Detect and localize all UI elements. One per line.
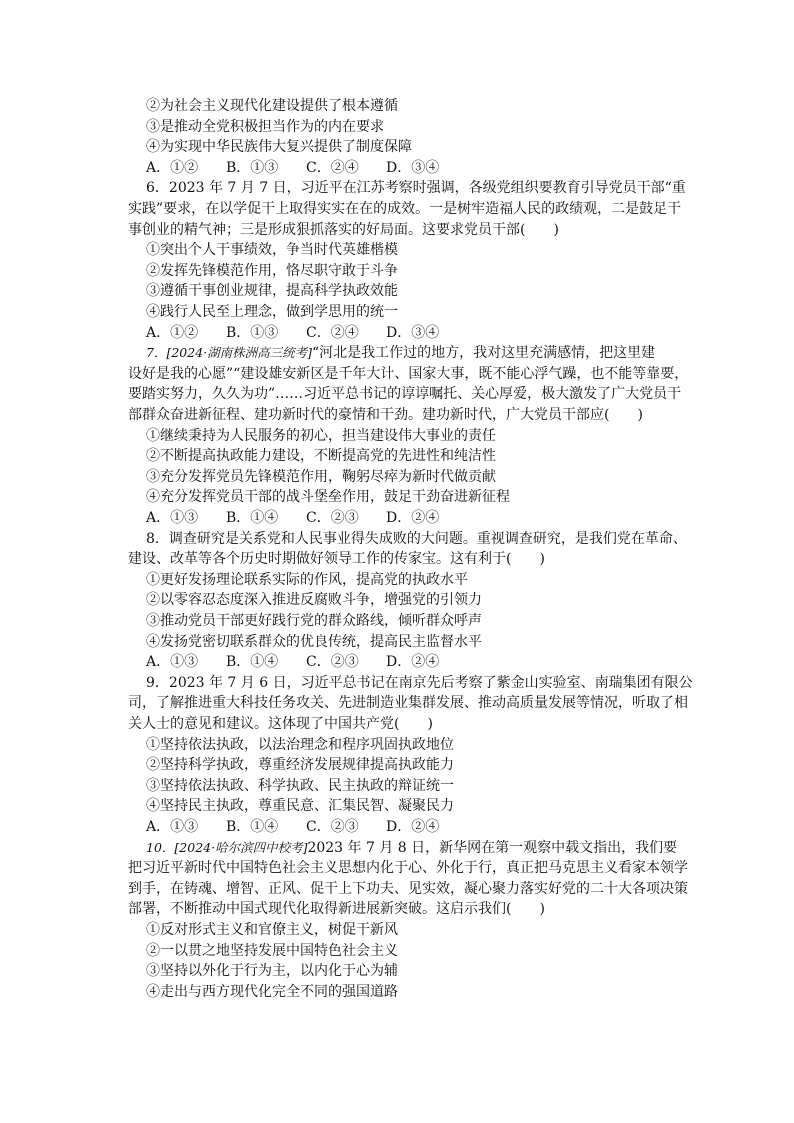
question-stem-text: 2023 年 7 月 8 日，新华网在第一观察中载文指出，我们要 xyxy=(307,839,678,856)
answer-option: D．②④ xyxy=(386,819,440,835)
answer-option: A．①② xyxy=(146,324,199,341)
answer-option: A．①② xyxy=(146,159,199,176)
answer-option: C．②③ xyxy=(306,510,359,526)
choice-statement: ③遵循干事创业规律，提高科学执政效能 xyxy=(146,283,398,300)
choice-statement: ④走出与西方现代化完全不同的强国道路 xyxy=(146,983,398,1000)
choice-statement: ①继续秉持为人民服务的初心，担当建设伟大事业的责任 xyxy=(146,427,496,444)
question-stem-line: 部署，不断推动中国式现代化取得新进展新突破。这启示我们( ) xyxy=(128,901,545,918)
answer-option: B．①④ xyxy=(226,819,279,835)
question-stem-line xyxy=(146,838,686,858)
choice-statement: ②不断提高执政能力建设，不断提高党的先进性和纯洁性 xyxy=(146,448,496,465)
answer-options xyxy=(146,817,686,837)
question-stem-line: 设好是我的心愿”“建设雄安新区是千年大计、国家大事，既不能心浮气躁，也不能等靠要， xyxy=(128,365,689,382)
choice-statement: ②一以贯之地坚持发展中国特色社会主义 xyxy=(146,942,398,959)
choice-statement: ②为社会主义现代化建设提供了根本遵循 xyxy=(146,98,398,114)
answer-option: A．①③ xyxy=(146,819,199,835)
question-stem-text: “河北是我工作过的地方，我对这里充满感情，把这里建 xyxy=(312,345,656,362)
choice-statement: ③推动党员干部更好践行党的群众路线，倾听群众呼声 xyxy=(146,613,482,629)
answer-option: D．②④ xyxy=(386,654,440,671)
choice-statement: ①更好发扬理论联系实际的作风，提高党的执政水平 xyxy=(146,571,468,588)
question-stem-line: 实践”要求，在以学促干上取得实实在在的成效。一是树牢造福人民的政绩观，二是鼓足干 xyxy=(128,201,682,217)
answer-option: B．①④ xyxy=(226,654,279,671)
question-stem-line: 8．调查研究是关系党和人民事业得失成败的大问题。重视调查研究，是我们党在革命、 xyxy=(146,530,687,547)
answer-options xyxy=(146,652,686,672)
answer-option: C．②③ xyxy=(306,654,359,671)
choice-statement: ②坚持科学执政，尊重经济发展规律提高执政能力 xyxy=(146,757,454,774)
question-stem-line: 到手，在铸魂、增智、正风、促干上下功夫、见实效，凝心聚力落实好党的二十大各项决策 xyxy=(128,880,688,897)
question-stem-line: 事创业的精气神；三是形成狠抓落实的好局面。这要求党员干部( ) xyxy=(128,221,559,238)
choice-statement: ①突出个人干事绩效，争当时代英雄楷模 xyxy=(146,242,398,259)
answer-option: B．①④ xyxy=(226,510,279,526)
choice-statement: ④充分发挥党员干部的战斗堡垒作用，鼓足干劲奋进新征程 xyxy=(146,489,510,506)
choice-statement: ③坚持依法执政、科学执政、民主执政的辩证统一 xyxy=(146,777,454,794)
answer-option: A．①③ xyxy=(146,654,199,671)
choice-statement: ①反对形式主义和官僚主义，树促干新风 xyxy=(146,922,398,938)
question-source-tag: 10．[2024·哈尔滨四中校考] xyxy=(146,839,308,855)
choice-statement: ③充分发挥党员先锋模范作用，鞠躬尽瘁为新时代做贡献 xyxy=(146,468,496,485)
answer-options xyxy=(146,158,686,178)
answer-option: A．①③ xyxy=(146,510,199,526)
choice-statement: ④坚持民主执政，尊重民意、汇集民智、凝聚民力 xyxy=(146,798,454,815)
question-stem-line: 部群众奋进新征程、建功新时代的豪情和干劲。建功新时代，广大党员干部应( ) xyxy=(128,407,643,423)
question-stem-line: 6．2023 年 7 月 7 日，习近平在江苏考察时强调，各级党组织要教育引导党员干部“重 xyxy=(146,180,686,197)
choice-statement: ②以零容忍态度深入推进反腐败斗争，增强党的引领力 xyxy=(146,592,482,609)
question-stem-line: 关人士的意见和建议。这体现了中国共产党( ) xyxy=(128,716,433,732)
answer-options xyxy=(146,323,686,343)
answer-option: B．①③ xyxy=(226,159,279,176)
choice-statement: ②发挥先锋模范作用，恪尽职守敢于斗争 xyxy=(146,262,398,279)
question-stem-line: 司，了解推进重大科技任务攻关、先进制造业集群发展、推动高质量发展等情况，听取了相 xyxy=(128,695,688,712)
question-stem-line: 建设、改革等各个历史时期做好领导工作的传家宝。这有利于( ) xyxy=(128,551,545,568)
question-stem-line: 9．2023 年 7 月 6 日，习近平总书记在南京先后考察了紫金山实验室、南瑞集团有限公 xyxy=(146,674,693,691)
choice-statement: ④为实现中华民族伟大复兴提供了制度保障 xyxy=(146,139,412,156)
answer-option: C．②③ xyxy=(306,819,359,835)
question-source-tag: 7．[2024·湖南株洲高三统考] xyxy=(146,345,312,361)
choice-statement: ③坚持以外化于行为主，以内化于心为辅 xyxy=(146,963,398,980)
question-stem-line: 把习近平新时代中国特色社会主义思想内化于心、外化于行，真正把马克思主义看家本领学 xyxy=(128,860,688,877)
answer-option: D．②④ xyxy=(386,510,440,526)
choice-statement: ①坚持依法执政，以法治理念和程序巩固执政地位 xyxy=(146,736,454,753)
question-stem-line: 要踏实努力，久久为功”……习近平总书记的谆谆嘱托、关心厚爱，极大激发了广大党员干 xyxy=(128,386,682,403)
question-stem-line xyxy=(146,343,686,363)
answer-option: D．③④ xyxy=(386,159,440,176)
answer-option: C．②④ xyxy=(306,324,359,341)
answer-options xyxy=(146,508,686,528)
answer-option: C．②④ xyxy=(306,159,359,176)
choice-statement: ④践行人民至上理念，做到学思用的统一 xyxy=(146,304,398,320)
choice-statement: ④发扬党密切联系群众的优良传统，提高民主监督水平 xyxy=(146,633,482,650)
answer-option: D．③④ xyxy=(386,324,440,341)
choice-statement: ③是推动全党积极担当作为的内在要求 xyxy=(146,118,384,135)
answer-option: B．①③ xyxy=(226,324,279,341)
